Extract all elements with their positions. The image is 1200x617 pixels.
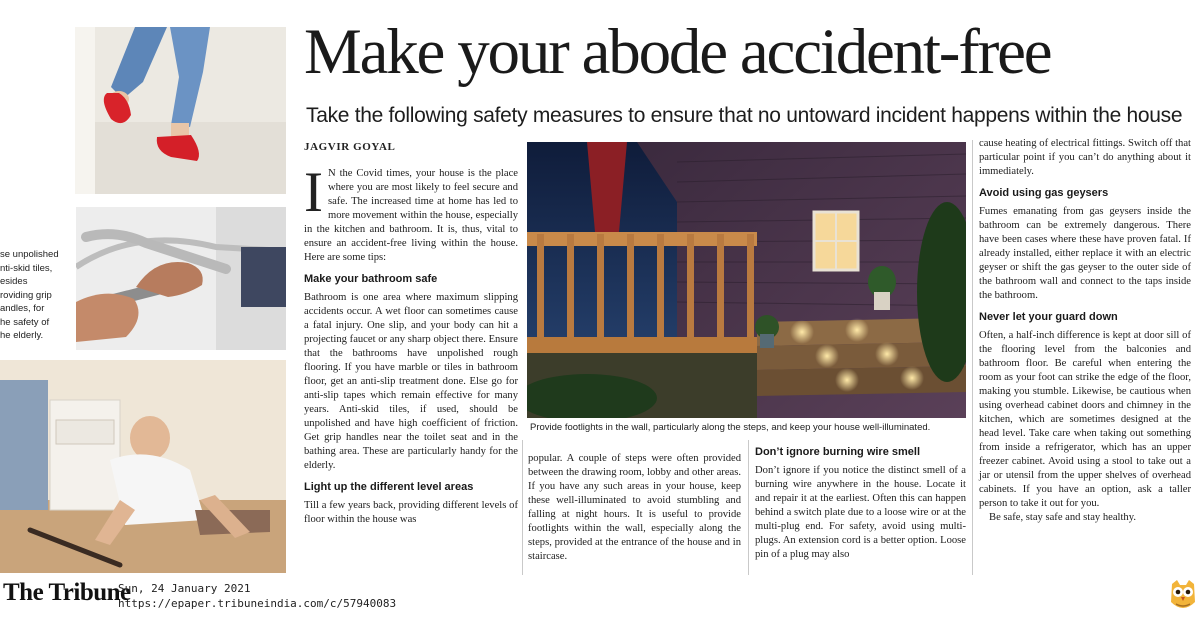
column-divider [522,440,523,575]
column-divider [972,140,973,575]
side-caption-line: esides [0,276,28,287]
photo-caption: Provide footlights in the wall, particularly along the steps, and keep your house well-illuminated. [530,422,931,433]
side-caption-line: he safety of [0,316,50,328]
byline: JAGVIR GOYAL [304,141,396,153]
wire-paragraph-continued: cause heating of electrical fittings. Switch off that particular point if you can’t do anything about it immediately. [979,138,1191,177]
closing-line: Be safe, stay safe and stay healthy. [989,512,1136,523]
tribune-logo: The Tribune [3,579,131,606]
dropcap: I [304,161,323,224]
heading-geysers: Avoid using gas geysers [979,187,1109,199]
side-photo-caption [0,248,70,343]
levels-paragraph-part2: popular. A couple of steps were often provided between the drawing room, lobby and other areas. If you have any such areas in your house, keep these well-illuminated to avoid stumbling and falling at night hours. It is useful to provide footlights within the wall, especially along the steps, provided at the entrance of the house and in staircase. [528,453,741,562]
side-caption-line: he elderly. [0,330,44,341]
column-divider [748,440,749,575]
article-column-2 [528,452,741,564]
guard-paragraph: Often, a half-inch difference is kept at door sill of the flooring level from the balconies and bathroom floor. Be careful when entering the room as your foot can strike the edge of the floor, making you stumble. Likewise, be cautious when using overhead cabinet doors and chimney in the kitchen, which are sometimes designed at the head level. Take care when taking out something from inside a refrigerator, which has an upper freezer cabinet. Avoid using a stool to take out a jar or utensil from the upper shelves of overhead cabinets. If you have an option, ask a taller person to take it out for you. [979,330,1191,509]
side-caption-line: nti-skid tiles, [0,262,53,274]
article-column-1 [304,161,518,527]
heading-wire: Don’t ignore burning wire smell [755,446,921,458]
heading-levels: Light up the different level areas [304,481,474,493]
geysers-paragraph: Fumes emanating from gas geysers inside the bathroom can be extremely dangerous. There have been cases where these have proven fatal. If already installed, either replace it with an electric geyser or shift the gas geyser to the outer side of the bathroom wall and connect to the taps inside the bathroom. [979,206,1191,301]
heading-guard: Never let your guard down [979,311,1118,323]
side-caption-line: se unpolished [0,249,59,260]
edition-date: Sun, 24 January 2021 [118,582,251,595]
bathroom-paragraph: Bathroom is one area where maximum slipping accidents occur. A wet floor can sometimes cause a fatal injury. One slip, and your body can hit a projecting faucet or any sharp object there. Ensure that the bathrooms have unpolished rough flooring. If you have marble or tiles in bathroom floor, get an anti-slip treatment done. Else go for anti-slip tapes which remain effective for many years. Anti-skid tiles, if used, should be unpolished and have high coefficient of friction. Get grip handles near the toilet seat and in the bathing area. These are particularly handy for the elderly. [304,292,518,471]
intro-text: N the Covid times, your house is the place where you are most likely to feel secure and safe. The increased time at home has led to more movement within the house, especially in the kitchen and bathroom. It is, thus, vital to ensure an accident-free living within the house. Here are some tips: [304,168,518,263]
side-caption-line: roviding grip [0,289,52,301]
article-column-4 [979,137,1191,525]
photo-slipping-feet [75,27,286,194]
wire-paragraph: Don’t ignore if you notice the distinct smell of a burning wire anywhere in the house. Locate it and repair it at the earliest. Often this can happen behind a switch plate due to a loose wire or at the multi-plug end. For safety, avoid using multi-plugs. An extension cord is a better option. Loose pin of a plug may also [755,465,966,560]
photo-elderly-fall [0,360,286,573]
subheadline: Take the following safety measures to ensure that no untoward incident happens within the house [306,104,1183,127]
epaper-url[interactable]: https://epaper.tribuneindia.com/c/57940083 [118,597,397,610]
article-column-3 [755,445,966,562]
headline: Make your abode accident-free [304,16,1051,88]
side-caption-line: andles, for [0,303,45,314]
intro-paragraph [304,161,518,265]
levels-paragraph-part1: Till a few years back, providing different levels of floor within the house was [304,500,518,525]
photo-grip-handle [76,207,286,350]
heading-bathroom: Make your bathroom safe [304,273,438,285]
owl-icon [1168,578,1198,612]
photo-deck-footlights [527,142,966,418]
